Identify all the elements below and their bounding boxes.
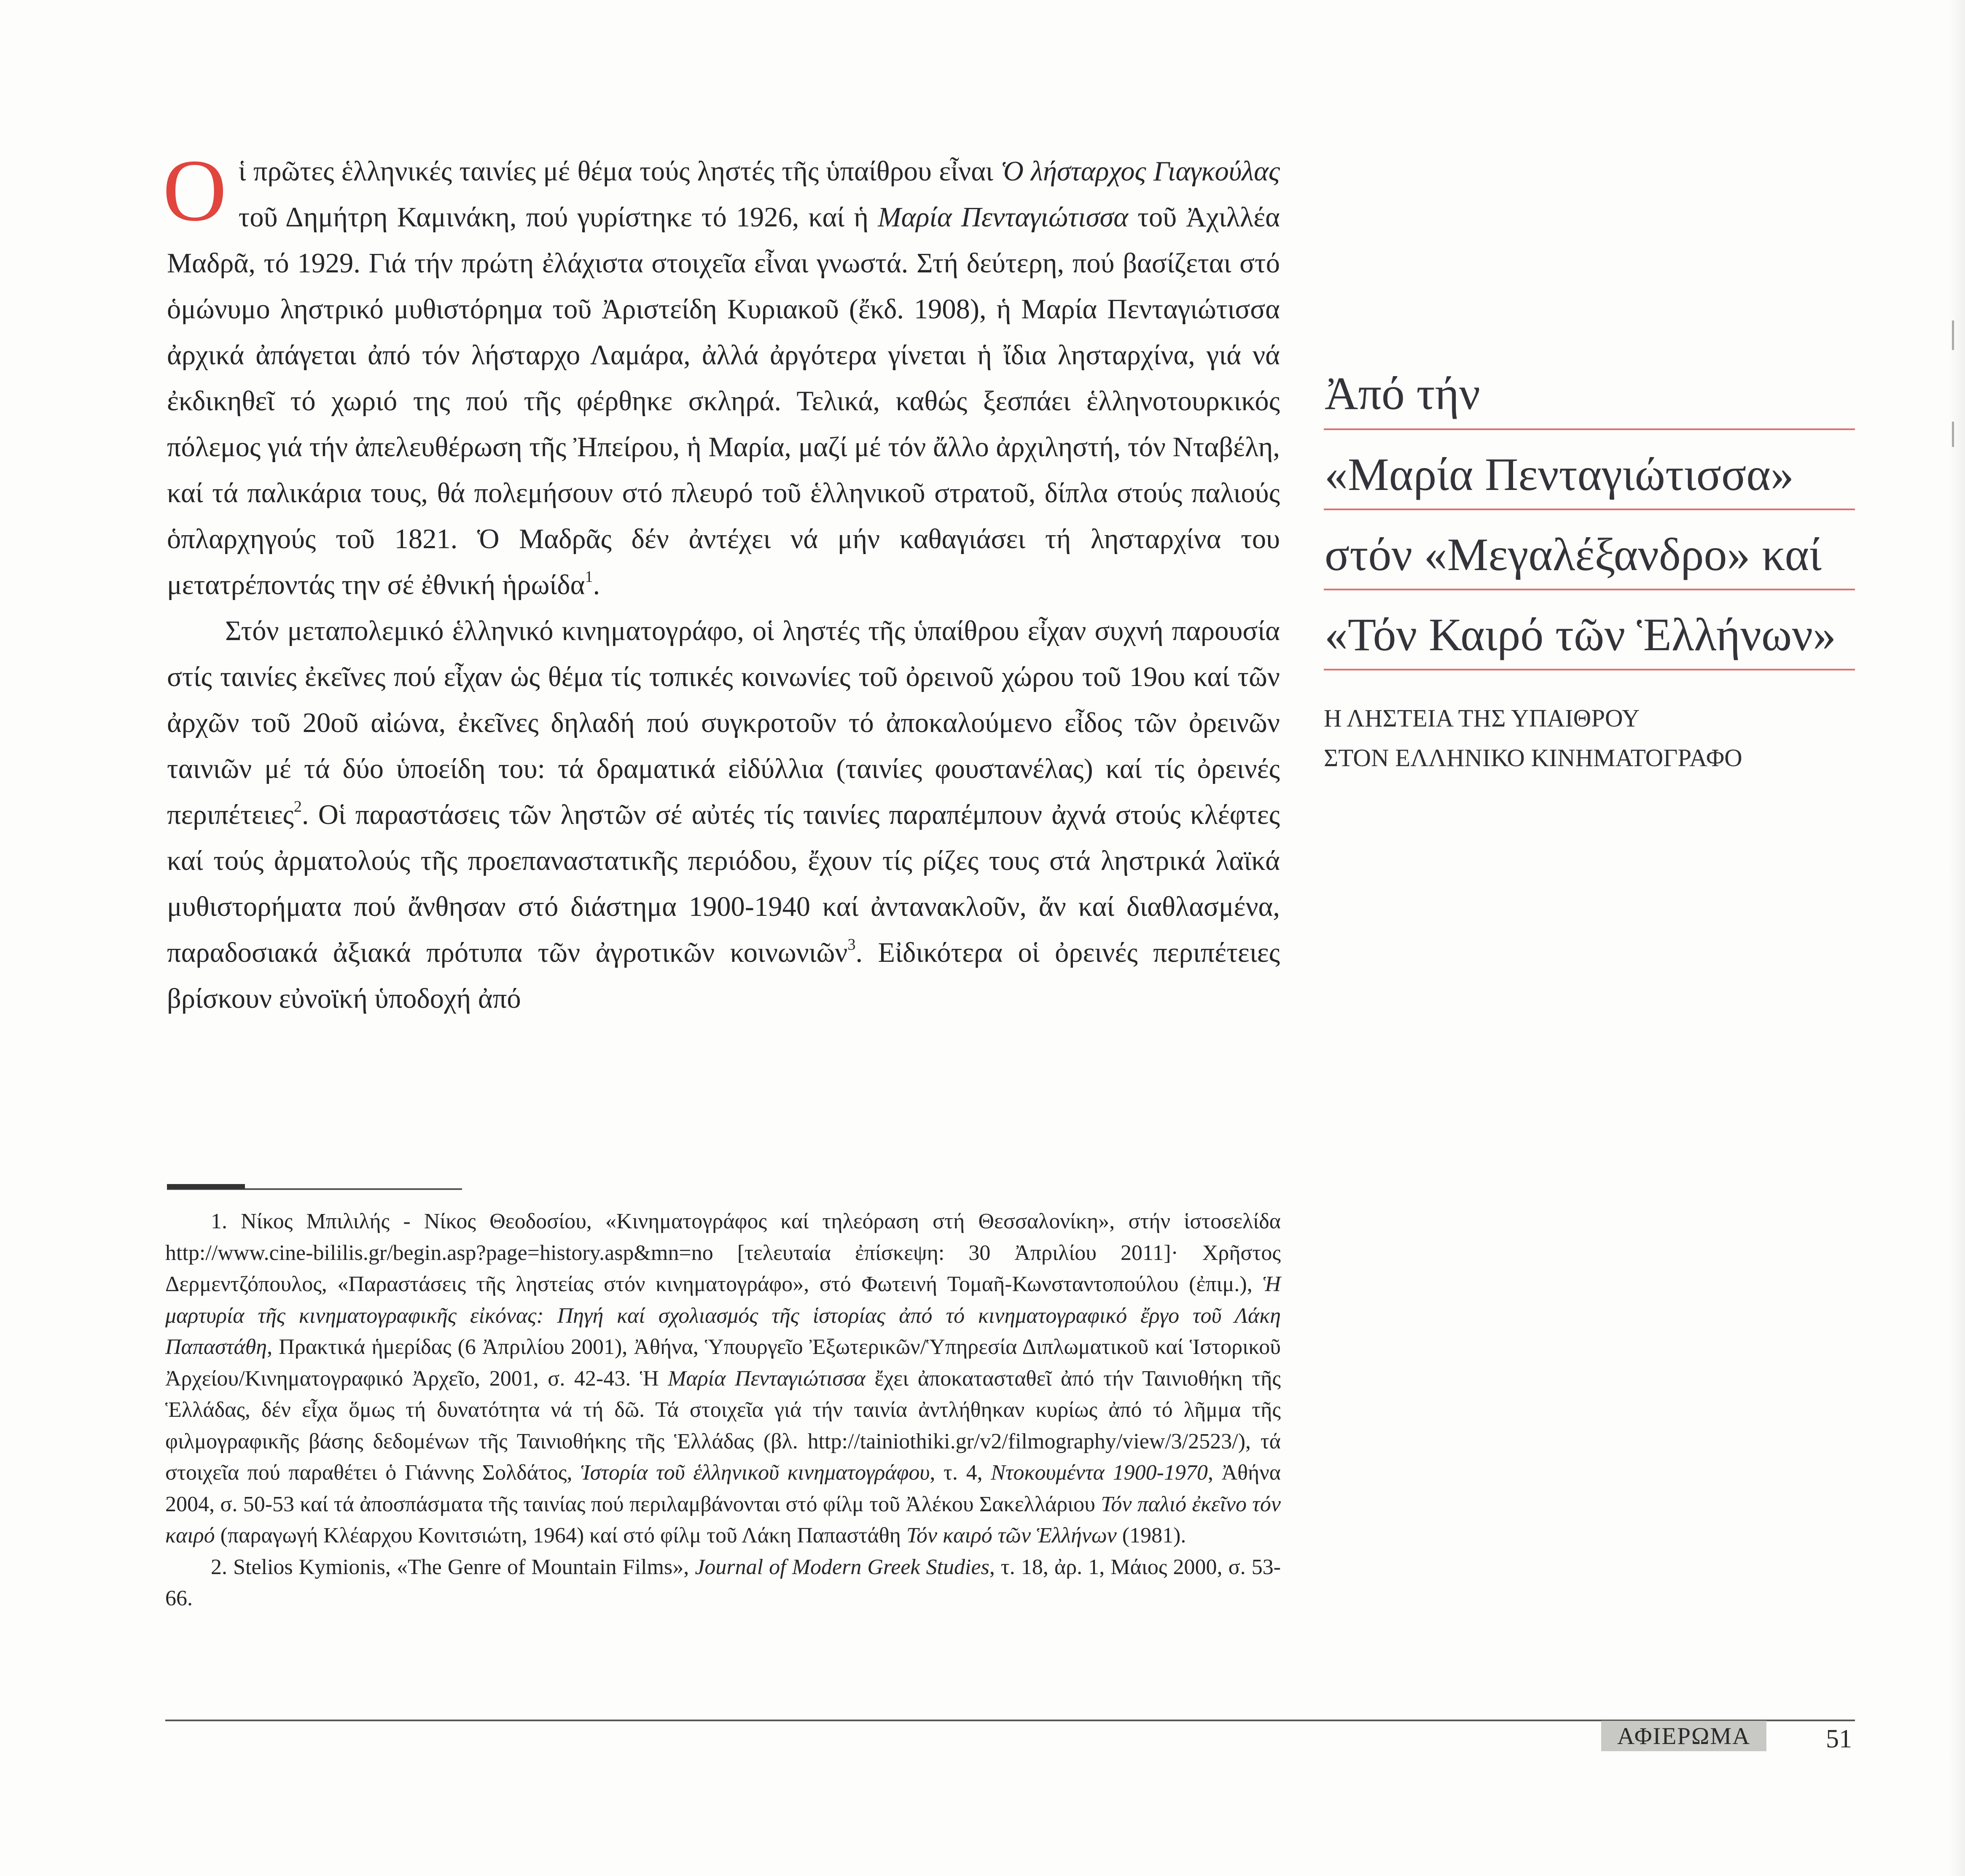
film-title: Μαρία Πενταγιώτισσα — [878, 202, 1129, 233]
text-run: , τ. 4, — [930, 1461, 991, 1485]
paragraph-1 — [163, 142, 1280, 608]
text-run: τοῦ Δημήτρη Καμινάκη, πού γυρίστηκε τό 1926, καί ἡ — [238, 202, 878, 233]
text-run: . Οἱ παραστάσεις τῶν ληστῶν σέ αὐτές τίς ταινίες παραπέμπουν ἀχνά στούς κλέφτες καί τούς ἀρματολούς τῆς προεπαναστατικῆς περιόδου, ἔχουν τίς ρίζες τους στά ληστρικά λαϊκά μυθιστορήματα πού ἄνθησαν στό διάστημα 1900-1940 καί ἀντανακλοῦν, ἄν καί διαθλασμένα, παραδοσιακά ἀξιακά πρότυπα τῶν ἀγροτικῶν κοινωνιῶν — [167, 799, 1280, 968]
footnote-1 — [165, 1206, 1281, 1552]
text-run: 2. Stelios Kymionis, «The Genre of Mountain Films», — [211, 1555, 695, 1579]
text-run: τοῦ Ἀχιλλέα Μαδρᾶ, τό 1929. Γιά τήν πρώτη ἐλάχιστα στοιχεῖα εἶναι γνωστά. Στή δεύτερη, πού βασίζεται στό ὁμώνυμο ληστρικό μυθιστόρημα τοῦ Ἀριστείδη Κυριακοῦ (ἔκδ. 1908), ἡ Μαρία Πενταγιώτισσα ἀρχικά ἀπάγεται ἀπό τόν λήσταρχο Λαμάρα, ἀλλά ἀργότερα γίνεται ἡ ἴδια λησταρχίνα, γιά νά ἐκδικηθεῖ τό χωριό της πού τῆς φέρθηκε σκληρά. Τελικά, καθώς ξεσπάει ἑλληνοτουρκικός πόλεμος γιά τήν ἀπελευθέρωση τῆς Ἠπείρου, ἡ Μαρία, μαζί μέ τόν ἄλλο ἀρχιληστή, τόν Νταβέλη, καί τά παλικάρια τους, θά πολεμήσουν στό πλευρό τοῦ ἑλληνικοῦ στρατοῦ, δίπλα στούς παλιούς ὁπλαρχηγούς τοῦ 1821. Ὁ Μαδρᾶς δέν ἀντέχει νά μήν καθαγιάσει τή λησταρχίνα του μετατρέποντάς την σέ ἐθνική ἡρωίδα — [167, 202, 1280, 600]
text-run: (1981). — [1116, 1523, 1186, 1548]
text-run: Στόν μεταπολεμικό ἑλληνικό κινηματογράφο, οἱ ληστές τῆς ὑπαίθρου εἶχαν συχνή παρουσία στίς ταινίες ἐκεῖνες πού εἶχαν ὡς θέμα τίς τοπικές κοινωνίες τοῦ ὀρεινοῦ χώρου τοῦ 19ου καί τῶν ἀρχῶν τοῦ 20οῦ αἰώνα, ἐκεῖνες δηλαδή πού συγκροτοῦν τό ἀποκαλούμενο εἶδος τῶν ὀρεινῶν ταινιῶν μέ τά δύο ὑποείδη του: τά δραματικά εἰδύλλια (ταινίες φουστανέλας) καί τίς ὀρεινές περιπέτειες — [167, 616, 1280, 830]
sidebar-title-block — [1324, 358, 1855, 778]
work-title: Ντοκουμέντα 1900-1970 — [991, 1461, 1208, 1485]
film-title: Ὁ λήσταρχος Γιαγκούλας — [1000, 156, 1280, 187]
work-title: Ἱστορία τοῦ ἑλληνικοῦ κινηματογράφου — [581, 1461, 930, 1485]
footnote-divider-accent — [167, 1184, 245, 1189]
text-run: ἔχει ἀποκατασταθεῖ ἀπό τήν Ταινιοθήκη τῆς Ἑλλάδας, δέν εἶχα ὅμως τή δυνατότητα νά τή δῶ. Τά στοιχεῖα γιά τήν ταινία ἀντλήθηκαν κυρίως ἀπό τό λῆμμα τῆς φιλμογραφικῆς βάσης δεδομένων τῆς Ταινιοθήκης τῆς Ἑλλάδας (βλ. http://tainiothiki.gr/v2/filmography/view/3/2523/), τά στοιχεῖα πού παραθέτει ὁ Γιάννης Σολδάτος, — [165, 1366, 1281, 1485]
footnote-ref[interactable]: 1 — [585, 568, 593, 586]
article-title-line: «Μαρία Πενταγιώτισσα» — [1324, 440, 1855, 510]
article-subtitle-line: ΣΤΟΝ ΕΛΛΗΝΙΚΟ ΚΙΝΗΜΑΤΟΓΡΑΦΟ — [1324, 744, 1742, 772]
text-run: (παραγωγή Κλέαρχου Κονιτσιώτη, 1964) καί στό φίλμ τοῦ Λάκη Παπαστάθη — [215, 1523, 906, 1548]
drop-cap: Ο — [163, 142, 227, 240]
article-title-line: στόν «Μεγαλέξανδρο» καί — [1324, 520, 1855, 590]
work-title: Τόν παλιό ἐκεῖνο τόν καιρό — [165, 1492, 1281, 1548]
margin-tick — [1952, 422, 1954, 447]
article-title-line: «Τόν Καιρό τῶν Ἑλλήνων» — [1324, 600, 1855, 670]
work-title: Μαρία Πενταγιώτισσα — [668, 1366, 866, 1391]
text-run: ἱ πρῶτες ἑλληνικές ταινίες μέ θέμα τούς ληστές τῆς ὑπαίθρου εἶναι — [238, 156, 1001, 187]
work-title: Ἡ μαρτυρία τῆς κινηματογραφικῆς εἰκόνας: Πηγή καί σχολιασμός τῆς ἱστορίας ἀπό τό κινηματογραφικό ἔργο τοῦ Λάκη Παπαστάθη — [165, 1272, 1281, 1359]
work-title: Journal of Modern Greek Studies — [695, 1555, 989, 1579]
section-label: ΑΦΙΕΡΩΜΑ — [1601, 1721, 1766, 1751]
text-run: , τ. 18, ἀρ. 1, Μάιος 2000, σ. 53-66. — [165, 1555, 1281, 1610]
footnote-ref[interactable]: 3 — [847, 935, 856, 953]
article-title-line: Ἀπό τήν — [1324, 358, 1855, 430]
paragraph-2 — [167, 608, 1280, 1022]
text-run: 1. Νίκος Μπιλιλής - Νίκος Θεοδοσίου, «Κινηματογράφος καί τηλεόραση στή Θεσσαλονίκη», στήν ἱστοσελίδα http://www.cine-bililis.gr/begin.asp?page=history.asp&mn=no [τελευταία ἐπίσκεψη: 30 Ἀπριλίου 2011]· Χρῆστος Δερμεντζόπουλος, «Παραστάσεις τῆς ληστείας στόν κινηματογράφο», στό Φωτεινή Τομαῆ-Κωνσταντοπούλου (ἐπιμ.), — [165, 1209, 1281, 1296]
page-number: 51 — [1826, 1725, 1852, 1753]
footnote-2 — [165, 1552, 1281, 1615]
footnotes — [165, 1206, 1281, 1615]
footnote-ref[interactable]: 2 — [293, 797, 302, 816]
page-edge-shadow — [1948, 0, 1965, 1876]
article-subtitle-line: Η ΛΗΣΤΕΙΑ ΤΗΣ ΥΠΑΙΘΡΟΥ — [1324, 704, 1640, 732]
text-run: , Πρακτικά ἡμερίδας (6 Ἀπριλίου 2001), Ἀθήνα, Ὑπουργεῖο Ἐξωτερικῶν/Ὑπηρεσία Διπλωματικοῦ καί Ἱστορικοῦ Ἀρχείου/Κινηματογραφικό Ἀρχεῖο, 2001, σ. 42-43. Ἡ — [165, 1335, 1281, 1391]
text-run: . — [593, 570, 600, 600]
text-run: , Ἀθήνα 2004, σ. 50-53 καί τά ἀποσπάσματα τῆς ταινίας πού περιλαμβάνονται στό φίλμ τοῦ Ἀλέκου Σακελλάριου — [165, 1461, 1281, 1516]
work-title: Τόν καιρό τῶν Ἑλλήνων — [906, 1523, 1117, 1548]
text-run: . Εἰδικότερα οἱ ὀρεινές περιπέτειες βρίσκουν εὐνοϊκή ὑποδοχή ἀπό — [167, 937, 1280, 1014]
article-body — [163, 142, 1280, 1022]
margin-tick — [1952, 320, 1954, 350]
